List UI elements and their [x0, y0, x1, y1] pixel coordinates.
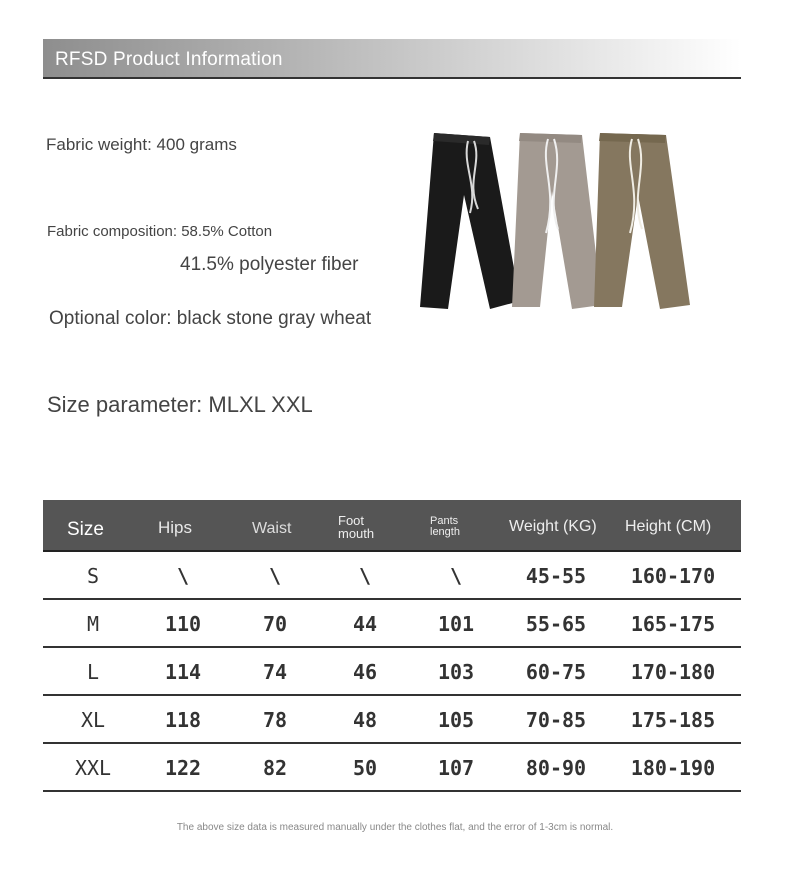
height-cell: 160-170: [630, 564, 716, 588]
header-height: Height (CM): [625, 518, 712, 535]
hips-cell: \: [176, 564, 190, 588]
table-row: [43, 648, 741, 696]
size-cell: L: [86, 660, 100, 684]
waist-cell: 82: [262, 756, 288, 780]
optional-color: Optional color: black stone gray wheat: [49, 308, 372, 329]
measurement-footnote: The above size data is measured manually under the clothes flat, and the error of 1-3cm is normal.: [176, 822, 614, 833]
stone-gray-pants: [512, 133, 602, 309]
waist-cell: 70: [262, 612, 288, 636]
header-waist: Waist: [252, 520, 292, 537]
weight-cell: 80-90: [525, 756, 587, 780]
foot-mouth-cell: \: [358, 564, 372, 588]
height-cell: 170-180: [630, 660, 716, 684]
header-pants-length: Pants length: [430, 515, 460, 538]
pants-length-cell: \: [449, 564, 463, 588]
size-cell: XXL: [74, 756, 112, 780]
wheat-pants: [594, 133, 690, 309]
foot-mouth-cell: 46: [352, 660, 378, 684]
fabric-weight: Fabric weight: 400 grams: [46, 135, 237, 154]
foot-mouth-cell: 48: [352, 708, 378, 732]
pants-length-cell: 105: [437, 708, 475, 732]
size-cell: S: [86, 564, 100, 588]
table-row: [43, 744, 741, 792]
hips-cell: 110: [164, 612, 202, 636]
table-row: [43, 696, 741, 744]
height-cell: 180-190: [630, 756, 716, 780]
pants-product-image: [412, 125, 702, 315]
table-row: [43, 600, 741, 648]
fabric-composition: Fabric composition: 58.5% Cotton: [47, 223, 273, 240]
header-size: Size: [67, 519, 104, 540]
header-foot-mouth: Foot mouth: [338, 513, 375, 541]
size-cell: M: [86, 612, 100, 636]
foot-mouth-cell: 50: [352, 756, 378, 780]
pants-length-cell: 107: [437, 756, 475, 780]
waist-cell: \: [268, 564, 282, 588]
pants-length-cell: 103: [437, 660, 475, 684]
weight-cell: 45-55: [525, 564, 587, 588]
weight-cell: 70-85: [525, 708, 587, 732]
hips-cell: 122: [164, 756, 202, 780]
foot-mouth-cell: 44: [352, 612, 378, 636]
fabric-composition-polyester: 41.5% polyester fiber: [180, 254, 359, 275]
section-title: RFSD Product Information: [55, 49, 283, 70]
black-pants: [420, 133, 520, 309]
height-cell: 165-175: [630, 612, 716, 636]
weight-cell: 60-75: [525, 660, 587, 684]
weight-cell: 55-65: [525, 612, 587, 636]
table-row: [43, 552, 741, 600]
waist-cell: 78: [262, 708, 288, 732]
height-cell: 175-185: [630, 708, 716, 732]
hips-cell: 118: [164, 708, 202, 732]
size-parameter: Size parameter: MLXL XXL: [47, 392, 313, 417]
size-table-header: [43, 500, 741, 552]
waist-cell: 74: [262, 660, 288, 684]
header-hips: Hips: [158, 518, 193, 537]
size-cell: XL: [80, 708, 106, 732]
pants-length-cell: 101: [437, 612, 475, 636]
section-header: [43, 39, 741, 79]
hips-cell: 114: [164, 660, 202, 684]
header-weight: Weight (KG): [509, 518, 597, 535]
